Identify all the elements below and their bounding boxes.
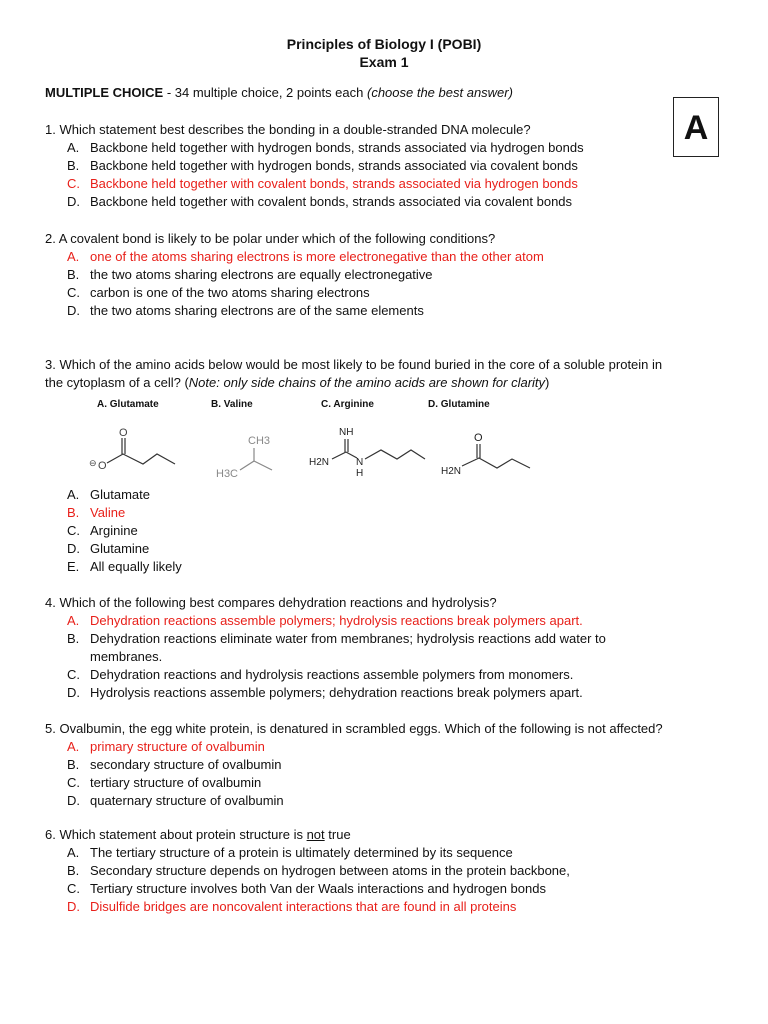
option-text: Glutamine <box>90 541 150 556</box>
glutamine-structure <box>435 428 535 483</box>
question-2-option-a-answer <box>67 249 544 264</box>
carbonyl-oxygen: O <box>119 427 128 439</box>
question-3-option-a <box>67 487 150 502</box>
option-text: Backbone held together with hydrogen bonds, strands associated via covalent bonds <box>90 158 578 173</box>
question-1-option-c-answer <box>67 176 578 191</box>
arginine-chain <box>365 450 425 459</box>
glutamine-chain <box>462 458 530 468</box>
option-text: Arginine <box>90 523 138 538</box>
option-text: Backbone held together with hydrogen bonds, strands associated via hydrogen bonds <box>90 140 584 155</box>
stem-prefix: the cytoplasm of a cell? ( <box>45 375 189 390</box>
option-text: The tertiary structure of a protein is ultimately determined by its sequence <box>90 845 513 860</box>
option-text: Tertiary structure involves both Van der Waals interactions and hydrogen bonds <box>90 881 546 896</box>
option-text: All equally likely <box>90 559 182 574</box>
option-letter: B. <box>67 631 80 646</box>
question-3-option-c <box>67 523 138 538</box>
option-text: Backbone held together with covalent bonds, strands associated via covalent bonds <box>90 194 573 209</box>
option-text: quaternary structure of ovalbumin <box>90 793 284 808</box>
hydrogen-atom: H <box>356 468 364 479</box>
option-letter: C. <box>67 523 80 538</box>
question-1-option-a <box>67 140 584 155</box>
option-text: Backbone held together with covalent bonds, strands associated via hydrogen bonds <box>90 176 578 191</box>
option-letter: B. <box>67 158 80 173</box>
option-text: primary structure of ovalbumin <box>90 739 265 754</box>
glutamine-oxygen: O <box>474 432 483 444</box>
valine-structure <box>210 428 290 483</box>
option-text: the two atoms sharing electrons are equally electronegative <box>90 267 433 282</box>
question-3-option-b-answer <box>67 505 125 520</box>
question-2-stem: 2. A covalent bond is likely to be polar under which of the following conditions? <box>45 231 496 246</box>
option-letter: B. <box>67 505 80 520</box>
option-letter: C. <box>67 176 80 191</box>
option-text: Valine <box>90 505 126 520</box>
exam-title: Principles of Biology I (POBI) <box>286 36 482 52</box>
question-6-stem <box>45 827 351 842</box>
option-text: Glutamate <box>90 487 150 502</box>
option-letter: D. <box>67 541 80 556</box>
question-4-option-b-continuation: membranes. <box>90 649 163 664</box>
valine-chain-a <box>240 448 254 470</box>
stem-prefix: 6. Which statement about protein structure is <box>45 827 307 842</box>
question-4-option-d <box>67 685 583 700</box>
question-4-option-a-answer <box>67 613 583 628</box>
option-letter: A. <box>67 249 80 264</box>
section-label: MULTIPLE CHOICE <box>45 85 164 100</box>
option-letter: C. <box>67 667 80 682</box>
stem-suffix: ) <box>545 375 550 390</box>
option-letter: A. <box>67 739 80 754</box>
question-2-option-c <box>67 285 370 300</box>
structure-label-glutamine: D. Glutamine <box>428 399 490 410</box>
section-description: - 34 multiple choice, 2 points each <box>163 85 367 100</box>
amine-bond <box>332 452 346 459</box>
option-letter: A. <box>67 845 80 860</box>
option-text: the two atoms sharing electrons are of the same elements <box>90 303 424 318</box>
arginine-structure <box>305 423 430 483</box>
question-5-option-c <box>67 775 261 790</box>
question-5-option-b <box>67 757 281 772</box>
question-5-option-a-answer <box>67 739 265 754</box>
option-letter: B. <box>67 863 80 878</box>
option-letter: A. <box>67 487 80 502</box>
stem-emphasis: not <box>306 827 325 842</box>
option-letter: B. <box>67 267 80 282</box>
option-text: Hydrolysis reactions assemble polymers; dehydration reactions break polymers apart. <box>90 685 583 700</box>
glutamate-chain <box>107 454 175 464</box>
question-3-option-e <box>67 559 182 574</box>
question-2-option-d <box>67 303 424 318</box>
stem-suffix: true <box>324 827 351 842</box>
option-text: one of the atoms sharing electrons is more electronegative than the other atom <box>90 249 544 264</box>
option-letter: C. <box>67 285 80 300</box>
structure-label-valine: B. Valine <box>211 399 253 410</box>
option-text: Dehydration reactions and hydrolysis reactions assemble polymers from monomers. <box>90 667 574 682</box>
imine-group: NH <box>339 427 354 438</box>
section-heading <box>45 85 513 100</box>
valine-chain-b <box>254 461 272 470</box>
option-letter: D. <box>67 899 80 914</box>
question-4-stem: 4. Which of the following best compares dehydration reactions and hydrolysis? <box>45 595 497 610</box>
question-3-option-d <box>67 541 149 556</box>
option-letter: D. <box>67 793 80 808</box>
question-1-option-d <box>67 194 572 209</box>
glutamate-structure <box>85 420 180 480</box>
methyl-top: CH3 <box>248 435 271 447</box>
exam-version-box: A <box>673 97 719 157</box>
question-6-option-d-answer <box>67 899 516 914</box>
stem-note: Note: only side chains of the amino acids are shown for clarity <box>188 375 546 390</box>
amine-group: H2N <box>309 457 330 468</box>
nitrogen-atom: N <box>356 457 364 468</box>
question-6-option-a <box>67 845 513 860</box>
option-letter: B. <box>67 757 80 772</box>
question-5-option-d <box>67 793 284 808</box>
question-2-option-b <box>67 267 433 282</box>
option-text: Dehydration reactions assemble polymers; hydrolysis reactions break polymers apart. <box>90 613 583 628</box>
option-text: tertiary structure of ovalbumin <box>90 775 262 790</box>
option-text: Dehydration reactions eliminate water from membranes; hydrolysis reactions add water to <box>90 631 606 646</box>
glutamine-amine: H2N <box>441 466 462 477</box>
option-letter: D. <box>67 194 80 209</box>
question-1-stem: 1. Which statement best describes the bonding in a double-stranded DNA molecule? <box>45 122 531 137</box>
question-1-option-b <box>67 158 578 173</box>
option-text: Secondary structure depends on hydrogen between atoms in the protein backbone, <box>90 863 570 878</box>
option-letter: C. <box>67 881 80 896</box>
exam-subtitle: Exam 1 <box>359 54 409 70</box>
option-letter: C. <box>67 775 80 790</box>
question-3-stem-line-1: 3. Which of the amino acids below would be most likely to be found buried in the core of a soluble protein in <box>45 357 663 372</box>
question-3-stem-line-2 <box>45 375 549 390</box>
option-letter: D. <box>67 303 80 318</box>
structure-label-glutamate: A. Glutamate <box>97 399 159 410</box>
question-5-stem: 5. Ovalbumin, the egg white protein, is denatured in scrambled eggs. Which of the following is not affected? <box>45 721 663 736</box>
option-letter: E. <box>67 559 80 574</box>
charge-symbol: ⊖ <box>89 458 97 468</box>
question-4-option-b <box>67 631 606 646</box>
question-6-option-b <box>67 863 570 878</box>
option-text: carbon is one of the two atoms sharing electrons <box>90 285 370 300</box>
option-letter: A. <box>67 613 80 628</box>
section-note: (choose the best answer) <box>366 85 513 100</box>
carboxylate-oxygen: O <box>98 460 107 472</box>
question-4-option-c <box>67 667 573 682</box>
option-letter: A. <box>67 140 80 155</box>
option-text: Disulfide bridges are noncovalent interactions that are found in all proteins <box>90 899 517 914</box>
methyl-bottom: H3C <box>216 468 239 480</box>
option-text: secondary structure of ovalbumin <box>90 757 282 772</box>
option-letter: D. <box>67 685 80 700</box>
structure-label-arginine: C. Arginine <box>321 399 374 410</box>
question-6-option-c <box>67 881 546 896</box>
